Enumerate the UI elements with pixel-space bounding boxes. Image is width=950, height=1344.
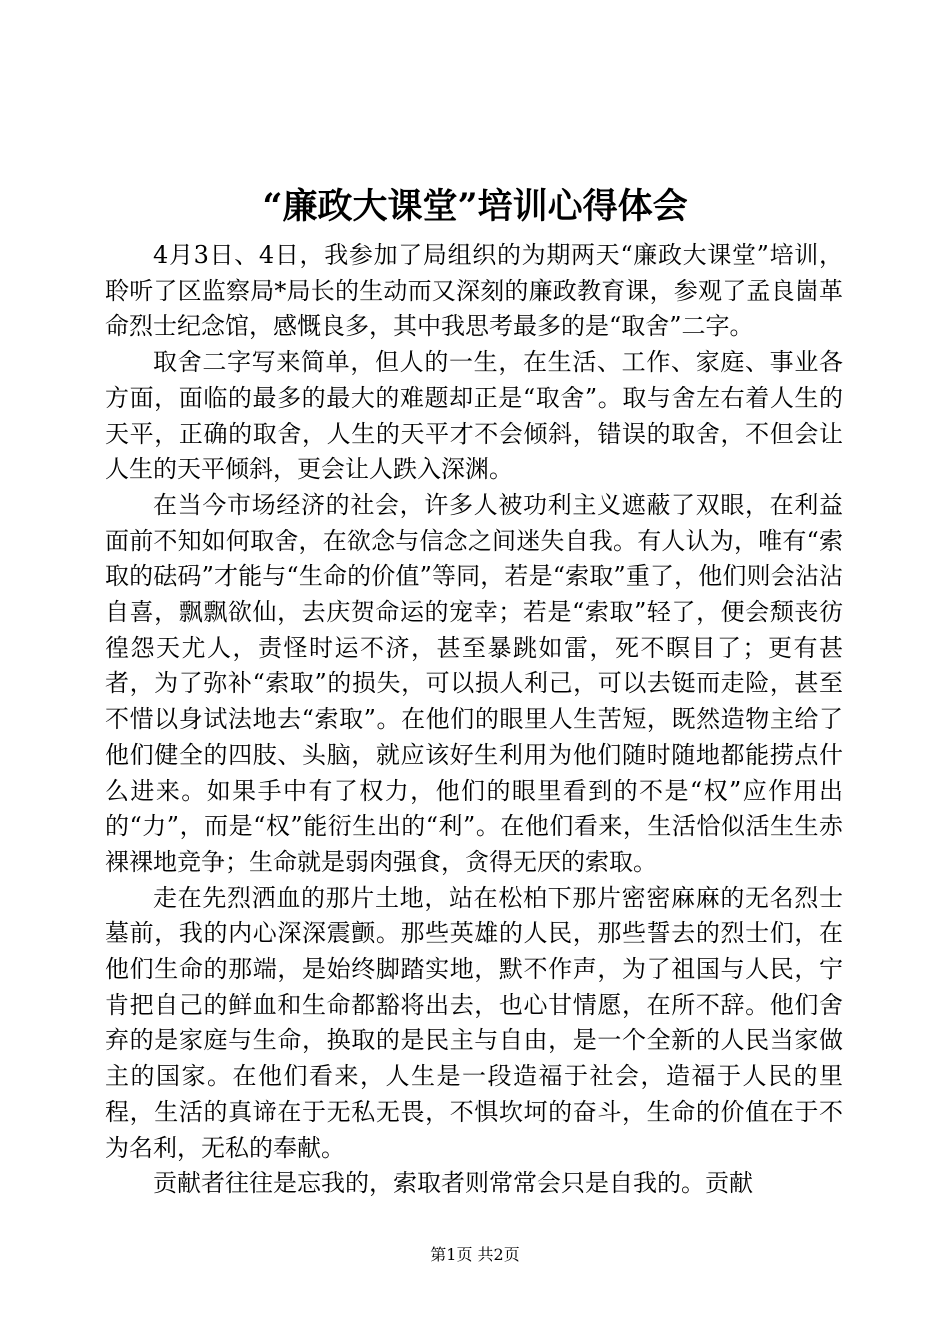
paragraph-4: 走在先烈洒血的那片土地，站在松柏下那片密密麻麻的无名烈士墓前，我的内心深深震颤。那些英雄的人民，那些誓去的烈士们，在他们生命的那端，是始终脚踏实地，默不作声，为了祖国与人民，宁肯把自己的鲜血和生命都豁将出去，也心甘情愿，在所不辞。他们舍弃的是家庭与生命，换取的是民主与自由，是一个全新的人民当家做主的国家。在他们看来，人生是一段造福于社会，造福于人民的里程，生活的真谛在于无私无畏，不惧坎坷的奋斗，生命的价值在于不为名利，无私的奉献。 (105, 883, 843, 1162)
paragraph-3: 在当今市场经济的社会，许多人被功利主义遮蔽了双眼，在利益面前不知如何取舍，在欲念与信念之间迷失自我。有人认为，唯有“索取的砝码”才能与“生命的价值”等同，若是“索取”重了，他们则会沾沾自喜，飘飘欲仙，去庆贺命运的宠幸；若是“索取”轻了，便会颓丧彷徨怨天尤人，责怪时运不济，甚至暴跳如雷，死不瞑目了；更有甚者，为了弥补“索取”的损失，可以损人利己，可以去铤而走险，甚至不惜以身试法地去“索取”。在他们的眼里人生苦短，既然造物主给了他们健全的四肢、头脑，就应该好生利用为他们随时随地都能捞点什么进来。如果手中有了权力，他们的眼里看到的不是“权”应作用出的“力”，而是“权”能衍生出的“利”。在他们看来，生活恰似活生生赤裸裸地竞争；生命就是弱肉强食，贪得无厌的索取。 (105, 490, 843, 876)
paragraph-2: 取舍二字写来简单，但人的一生，在生活、工作、家庭、事业各方面，面临的最多的最大的难题却正是“取舍”。取与舍左右着人生的天平，正确的取舍，人生的天平才不会倾斜，错误的取舍，不但会让人生的天平倾斜，更会让人跌入深渊。 (105, 348, 843, 484)
document-body (105, 238, 843, 1202)
document-title: “廉政大课堂”培训心得体会 (262, 186, 688, 227)
page-footer: 第1页 共2页 (430, 1245, 520, 1264)
paragraph-5: 贡献者往往是忘我的，索取者则常常会只是自我的。贡献 (153, 1169, 753, 1198)
paragraph-1: 4月3日、4日，我参加了局组织的为期两天“廉政大课堂”培训，聆听了区监察局*局长的生动而又深刻的廉政教育课，参观了孟良崮革命烈士纪念馆，感慨良多，其中我思考最多的是“取舍”二字。 (105, 241, 843, 341)
